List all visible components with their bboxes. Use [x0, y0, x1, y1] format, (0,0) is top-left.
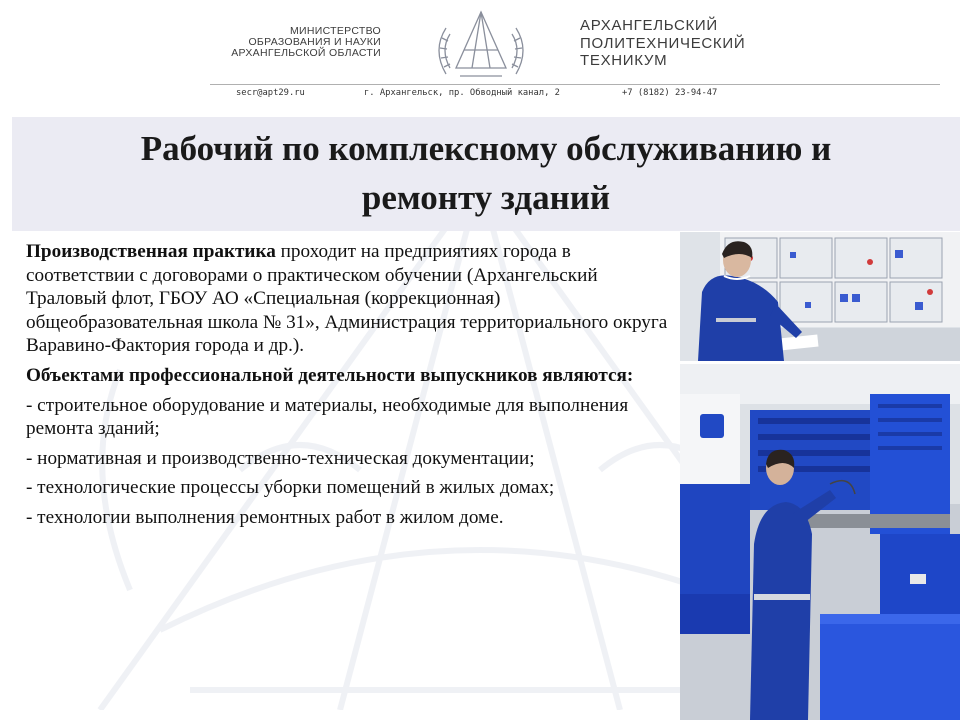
ministry-name [205, 26, 381, 59]
slide-body [26, 240, 674, 536]
photo-workshop [680, 364, 960, 720]
contact-address: г. Архангельск, пр. Обводный канал, 2 [364, 88, 560, 98]
objects-label: Объектами профессиональной деятельности выпускников являются: [26, 364, 634, 386]
college-line-1: АРХАНГЕЛЬСКИЙ [580, 17, 718, 34]
college-emblem-icon [426, 6, 536, 86]
contact-phone: +7 (8182) 23-94-47 [622, 88, 718, 98]
college-line-2: ПОЛИТЕХНИЧЕСКИЙ [580, 34, 746, 52]
ministry-line-1: МИНИСТЕРСТВО [289, 25, 381, 37]
list-item: - технологические процессы уборки помещений в жилых домах; [26, 477, 555, 499]
college-line-3: ТЕХНИКУМ [580, 52, 668, 69]
practice-paragraph [26, 240, 674, 358]
slide-title-line-1: Рабочий по комплексному обслуживанию и [140, 129, 832, 168]
letterhead [0, 0, 960, 112]
practice-label: Производственная практика [26, 241, 276, 262]
objects-heading [26, 364, 674, 388]
ministry-line-3: АРХАНГЕЛЬСКОЙ ОБЛАСТИ [231, 47, 381, 59]
photo-electrical-stand [680, 232, 960, 361]
contact-email: secr@apt29.ru [236, 88, 305, 98]
list-item: - нормативная и производственно-техническая документации; [26, 447, 535, 469]
slide-title [12, 124, 960, 222]
list-item: - строительное оборудование и материалы, необходимые для выполнения ремонта зданий; [26, 394, 629, 440]
practice-text: проходит на предприятиях города в соответствии с договорами о практическом обучении (Архангельский Траловый флот, ГБОУ АО «Специальная (коррекционная) общеобразовательная школа № 31», Администрация территориального округа Варавино-Фактория города и др.). [26, 241, 668, 357]
slide-title-line-2: ремонту зданий [361, 178, 611, 217]
list-item: - технологии выполнения ремонтных работ в жилом доме. [26, 506, 504, 528]
college-name [580, 17, 745, 70]
ministry-line-2: ОБРАЗОВАНИЯ И НАУКИ [248, 36, 381, 48]
header-divider [210, 84, 940, 85]
